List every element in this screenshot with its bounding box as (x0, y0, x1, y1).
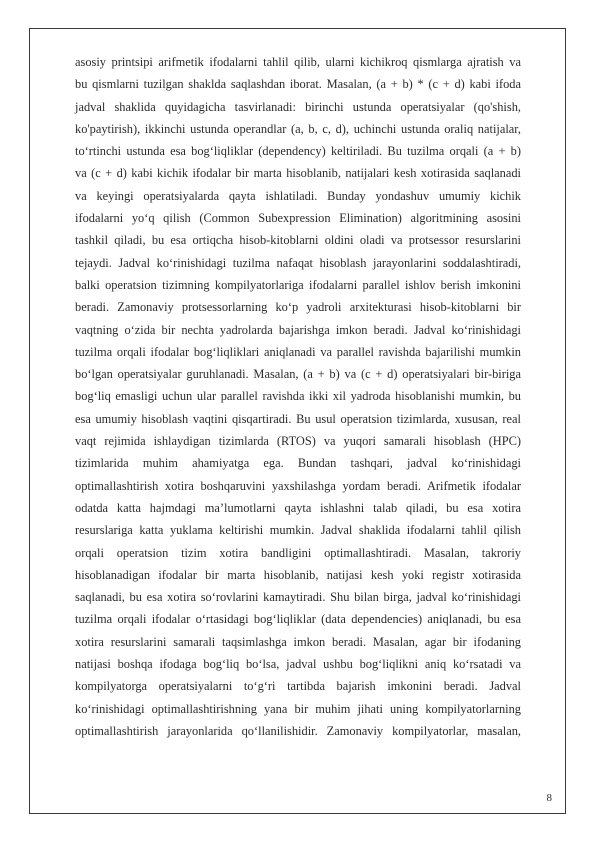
text-line: natijasi boshqa ifodaga bog‘liq bo‘lsa, jadval ushbu bog‘liqlikni aniq ko‘rsatadi va (75, 657, 521, 672)
text-line: xotira resurslarini samarali taqsimlashga imkon beradi. Masalan, agar bir ifodaning (75, 634, 521, 649)
text-line: hisoblanadigan ifodalar bir marta hisoblanib, natijasi kesh yoki registr xotirasida (75, 567, 521, 582)
text-line: va keyingi operatsiyalarda qayta ishlatiladi. Bunday yondashuv umumiy kichik (75, 188, 521, 203)
text-line: tizimlarida muhim ahamiyatga ega. Bundan tashqari, jadval ko‘rinishidagi (75, 456, 521, 471)
text-line: optimallashtirish jarayonlarida qo‘llanilishidir. Zamonaviy kompilyatorlar, masalan, (75, 723, 521, 738)
text-line: vaqt rejimida ishlaydigan tizimlarda (RTOS) va yuqori samarali hisoblash (HPC) (75, 434, 521, 449)
text-line: esa umumiy hisoblash vaqtini qisqartiradi. Bu usul operatsion tizimlarda, xususan, real (75, 411, 521, 426)
text-line: beradi. Zamonaviy protsessorlarning ko‘p yadroli arxitekturasi hisob-kitoblarni bir (75, 300, 521, 315)
text-line: ifodalarni yo‘q qilish (Common Subexpression Elimination) algoritmining asosini (75, 211, 521, 226)
text-line: tejaydi. Jadval ko‘rinishidagi tuzilma nafaqat hisoblash jarayonlarini soddalashtiradi, (75, 255, 521, 270)
text-line: tuzilma orqali ifodalar bog‘liqliklari aniqlanadi va parallel ravishda bajarilishi mumkin (75, 344, 521, 359)
text-line: to‘rtinchi ustunda esa bog‘liqliklar (dependency) keltiriladi. Bu tuzilma orqali (a + b) (75, 144, 521, 159)
text-line: optimallashtirish xotira boshqaruvini yaxshilashga yordam beradi. Arifmetik ifodalar (75, 478, 521, 493)
text-line: resurslariga katta yuklama keltirishi mumkin. Jadval shaklida ifodalarni tahlil qilish (75, 523, 521, 538)
body-text (75, 51, 521, 742)
text-line: asosiy printsipi arifmetik ifodalarni tahlil qilib, ularni kichikroq qismlarga ajratish va (75, 55, 521, 69)
text-line: orqali operatsion tizim xotira bandligini optimallashtiradi. Masalan, takroriy (75, 545, 521, 560)
page-number: 8 (546, 792, 552, 804)
text-line: vaqtning o‘zida bir nechta yadrolarda bajarishga imkon beradi. Jadval ko‘rinishidagi (75, 322, 521, 337)
text-line: odatda katta hajmdagi ma’lumotlarni qayta ishlashni talab qiladi, bu esa xotira (75, 500, 521, 515)
text-line: bo‘lgan operatsiyalar guruhlanadi. Masalan, (a + b) va (c + d) operatsiyalari bir-biriga (75, 367, 521, 382)
text-line: kompilyatorga operatsiyalarni to‘g‘ri tartibda bajarish imkonini beradi. Jadval (75, 679, 521, 694)
text-line: tashkil qiladi, bu esa ortiqcha hisob-kitoblarni oldini oladi va protsessor resurslarini (75, 233, 521, 248)
text-line: tuzilma orqali ifodalar o‘rtasidagi bog‘liqliklar (data dependencies) aniqlanadi, bu esa (75, 612, 521, 627)
text-line: ko‘rinishidagi optimallashtirishning yana bir muhim jihati uning kompilyatorlarning (75, 701, 521, 716)
text-line: bog‘liq emasligi uchun ular parallel ravishda ikki xil yadroda hisoblanishi mumkin, bu (75, 389, 521, 404)
text-line: ko'paytirish), ikkinchi ustunda operandlar (a, b, c, d), uchinchi ustunda oraliq natijalar, (75, 121, 521, 136)
text-line: bu qismlarni tuzilgan shaklda saqlashdan iborat. Masalan, (a + b) * (c + d) kabi ifoda (75, 77, 521, 92)
text-line: saqlanadi, bu esa xotira so‘rovlarini kamaytiradi. Shu bilan birga, jadval ko‘rinishidagi (75, 590, 521, 605)
text-line: va (c + d) kabi kichik ifodalar bir marta hisoblanib, natijalari kesh xotirasida saqlanadi (75, 166, 521, 181)
text-line: jadval shaklida quyidagicha tasvirlanadi: birinchi ustunda operatsiyalar (qo'shish, (75, 99, 521, 114)
page-border (29, 28, 566, 814)
text-line: balki operatsion tizimning kompilyatorlariga ifodalarni parallel ishlov berish imkonini (75, 277, 521, 292)
